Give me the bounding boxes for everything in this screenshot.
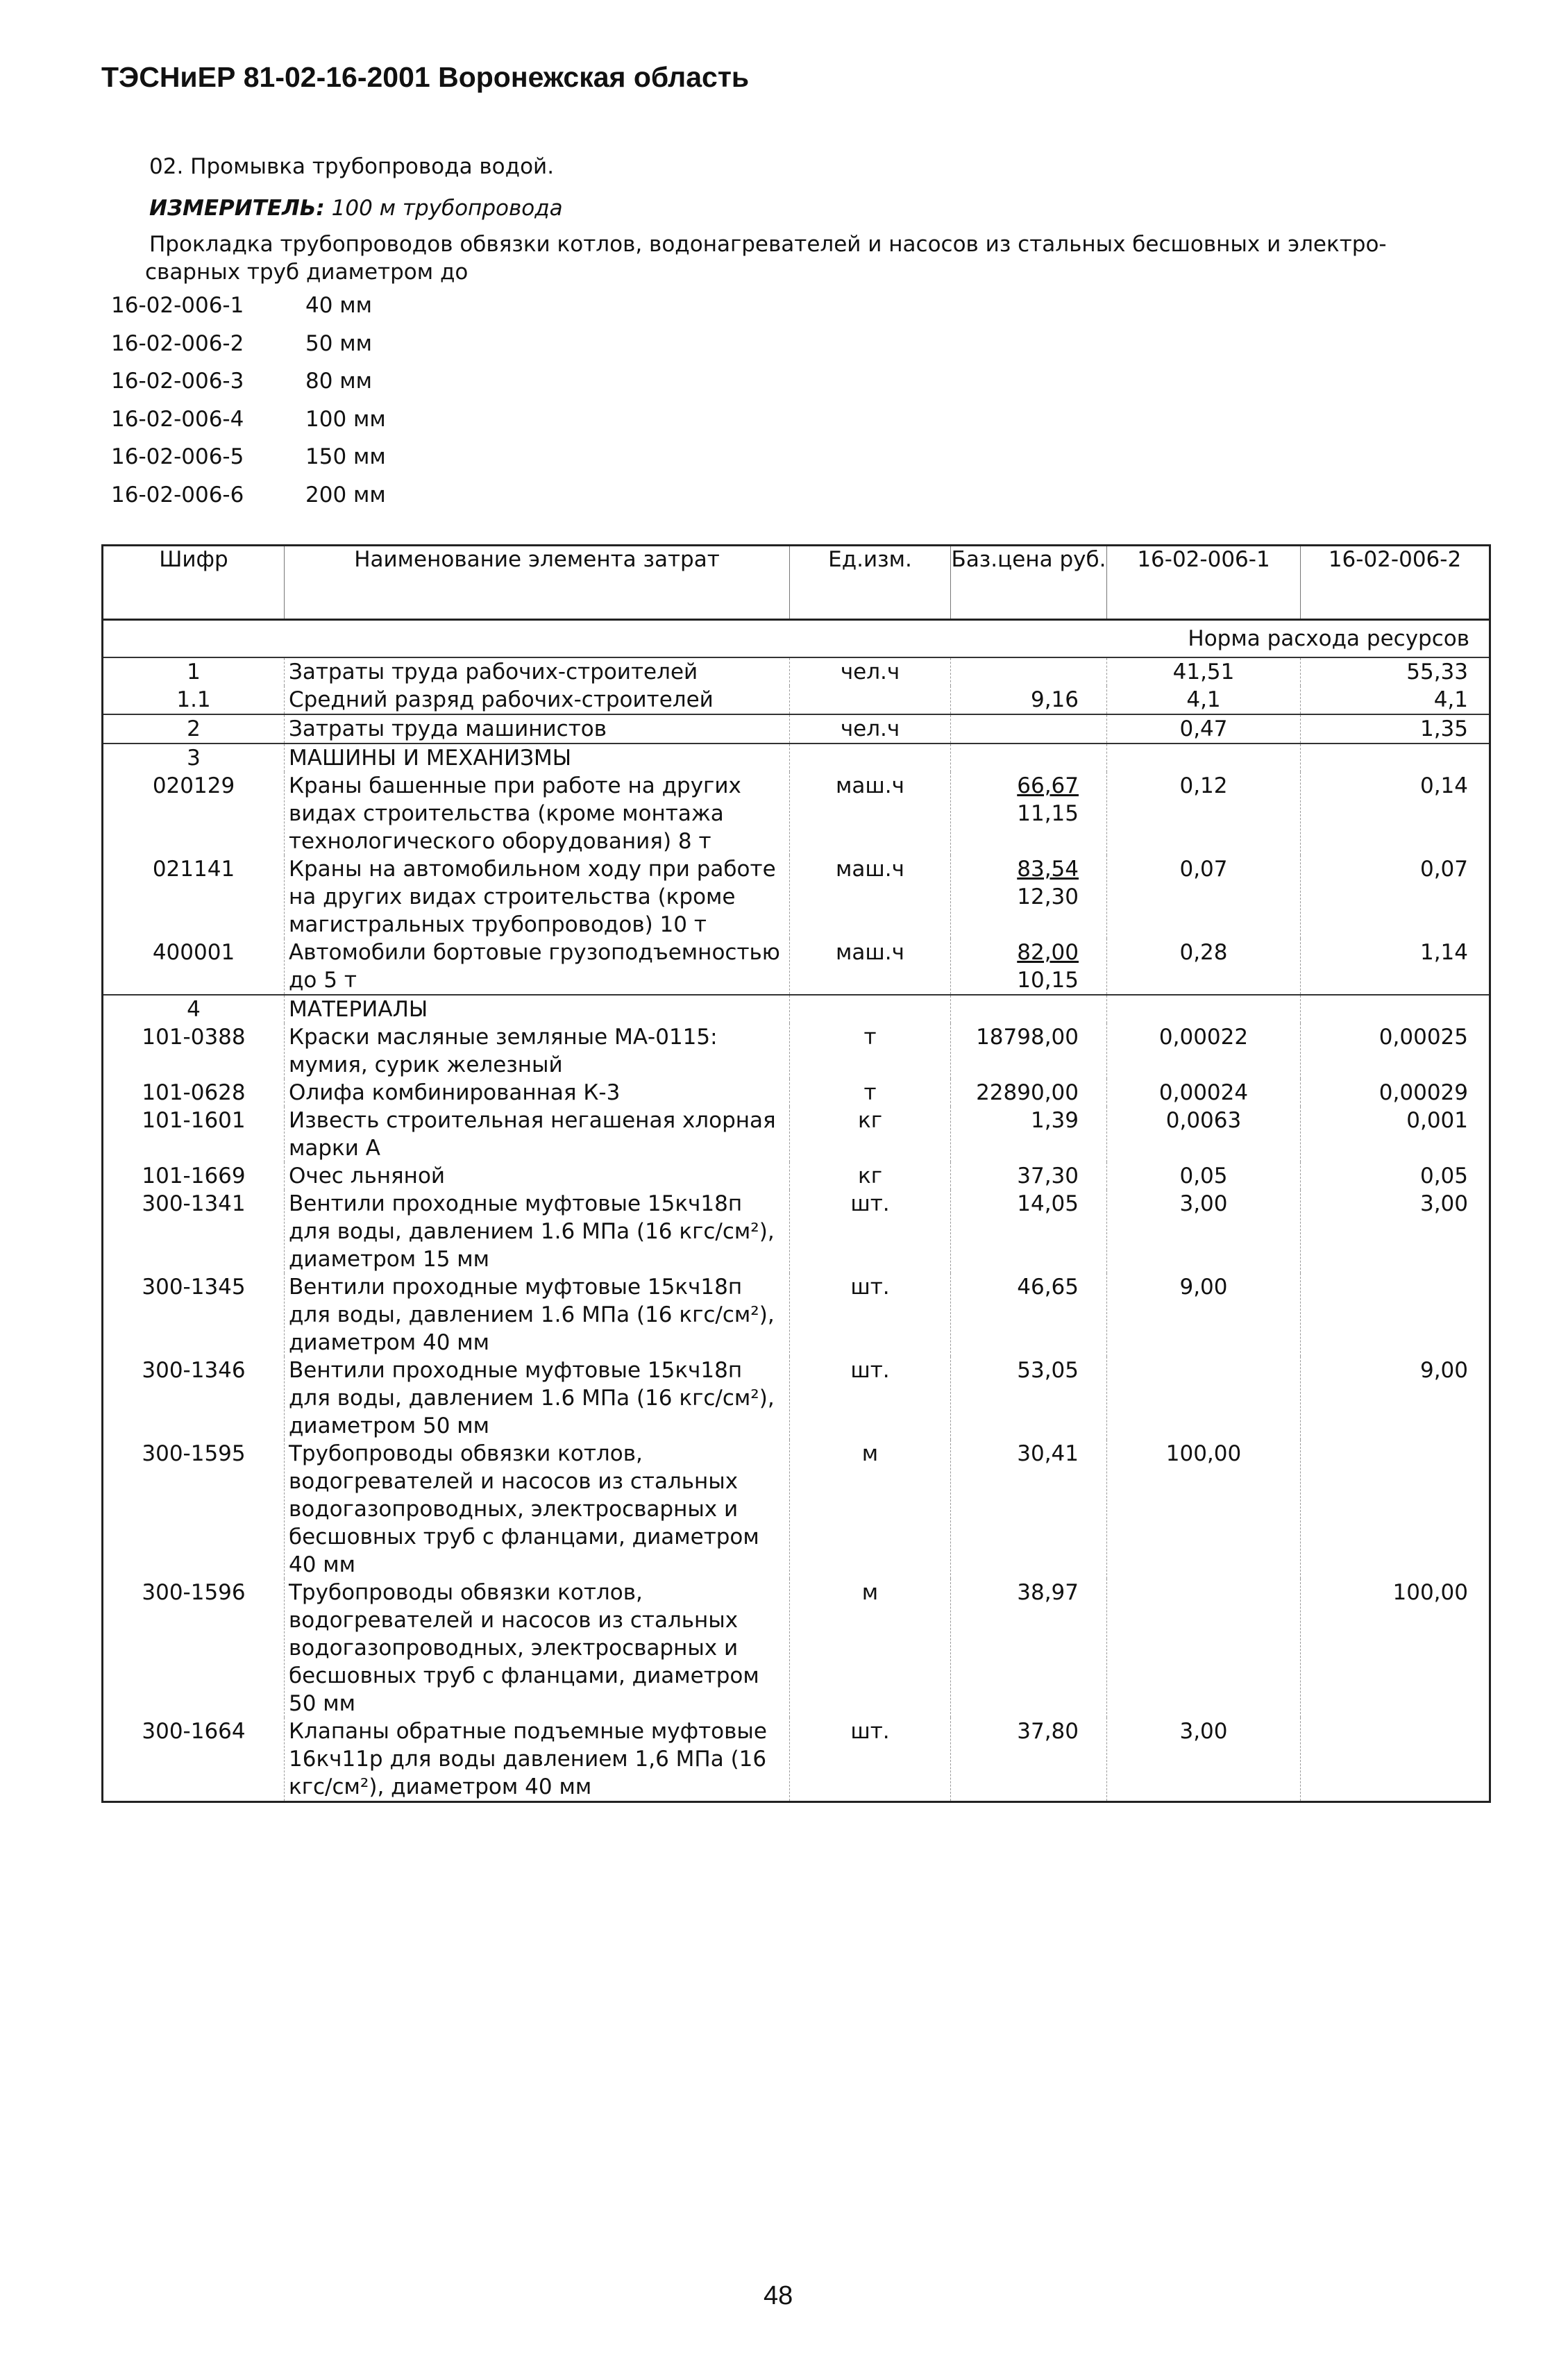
row-code: 300-1664 <box>103 1717 285 1802</box>
header-price: Баз.цена руб. <box>951 546 1107 620</box>
table-row <box>103 714 1490 744</box>
document-header: ТЭСНиЕР 81-02-16-2001 Воронежская область <box>101 61 750 93</box>
row-price-secondary: 12,30 <box>1017 884 1079 909</box>
code-list-size: 80 мм <box>305 369 373 394</box>
table-row <box>103 1079 1490 1107</box>
row-code: 300-1345 <box>103 1273 285 1357</box>
row-name: Трубопроводы обвязки котлов, водогревателей и насосов из стальных водогазопроводных, электросварных и бесшовных труб с фланцами, диаметром 40 мм <box>285 1440 790 1579</box>
row-value-1: 0,00024 <box>1107 1079 1301 1107</box>
row-value-2: 4,1 <box>1301 686 1490 714</box>
row-value-1 <box>1107 995 1301 1023</box>
row-name: Средний разряд рабочих-строителей <box>285 686 790 714</box>
row-value-1 <box>1107 1357 1301 1440</box>
code-list-code: 16-02-006-3 <box>111 369 244 394</box>
header-unit: Ед.изм. <box>790 546 951 620</box>
row-value-2: 0,14 <box>1301 772 1490 855</box>
row-unit <box>790 995 951 1023</box>
row-value-2 <box>1301 1273 1490 1357</box>
row-name: Краны на автомобильном ходу при работе на других видах строительства (кроме магистральных трубопроводов) 10 т <box>285 855 790 939</box>
row-value-1 <box>1107 744 1301 772</box>
row-price <box>951 657 1107 686</box>
section-code: 3 <box>103 744 285 772</box>
row-value-1: 3,00 <box>1107 1190 1301 1273</box>
code-list-code: 16-02-006-5 <box>111 444 244 469</box>
header-col-2: 16-02-006-2 <box>1301 546 1490 620</box>
table-row <box>103 1357 1490 1440</box>
header-name: Наименование элемента затрат <box>285 546 790 620</box>
section-title: МАТЕРИАЛЫ <box>285 995 790 1023</box>
row-price: 1,39 <box>951 1107 1107 1162</box>
code-list-code: 16-02-006-1 <box>111 293 244 318</box>
code-list-item <box>111 482 386 521</box>
row-unit: шт. <box>790 1357 951 1440</box>
row-unit: т <box>790 1079 951 1107</box>
row-name: Вентили проходные муфтовые 15кч18п для воды, давлением 1.6 МПа (16 кгс/см²), диаметром 40 мм <box>285 1273 790 1357</box>
code-list-item <box>111 369 386 407</box>
table-row <box>103 1107 1490 1162</box>
row-code: 2 <box>103 714 285 744</box>
code-list-item <box>111 407 386 445</box>
row-value-1: 0,07 <box>1107 855 1301 939</box>
code-list-size: 200 мм <box>305 482 386 507</box>
row-code: 101-1669 <box>103 1162 285 1190</box>
table-row <box>103 657 1490 686</box>
row-name: Краски масляные земляные МА-0115: мумия, сурик железный <box>285 1023 790 1079</box>
norm-label: Норма расхода ресурсов <box>103 620 1490 658</box>
row-price-secondary: 10,15 <box>1017 968 1079 993</box>
row-code: 1.1 <box>103 686 285 714</box>
row-price: 53,05 <box>951 1357 1107 1440</box>
row-value-2 <box>1301 995 1490 1023</box>
section-code: 4 <box>103 995 285 1023</box>
row-value-2 <box>1301 1440 1490 1579</box>
row-unit: кг <box>790 1162 951 1190</box>
header-code: Шифр <box>103 546 285 620</box>
page-number: 48 <box>764 2281 793 2310</box>
section-title: МАШИНЫ И МЕХАНИЗМЫ <box>285 744 790 772</box>
row-value-1: 0,12 <box>1107 772 1301 855</box>
row-value-2: 0,07 <box>1301 855 1490 939</box>
row-code: 1 <box>103 657 285 686</box>
description-line-1: Прокладка трубопроводов обвязки котлов, водонагревателей и насосов из стальных бесшовных и электро- <box>149 232 1387 257</box>
row-code: 101-0628 <box>103 1079 285 1107</box>
table-row <box>103 855 1490 939</box>
row-name: Краны башенные при работе на других видах строительства (кроме монтажа технологического оборудования) 8 т <box>285 772 790 855</box>
row-unit <box>790 744 951 772</box>
row-name: Олифа комбинированная К-3 <box>285 1079 790 1107</box>
row-value-1: 0,05 <box>1107 1162 1301 1190</box>
row-code: 400001 <box>103 939 285 995</box>
section-row <box>103 744 1490 772</box>
row-code: 300-1341 <box>103 1190 285 1273</box>
row-price: 9,16 <box>951 686 1107 714</box>
row-name: Вентили проходные муфтовые 15кч18п для воды, давлением 1.6 МПа (16 кгс/см²), диаметром 15 мм <box>285 1190 790 1273</box>
measure-value: 100 м трубопровода <box>331 196 563 221</box>
intro-step: 02. Промывка трубопровода водой. <box>149 154 555 179</box>
norm-label-row <box>103 620 1490 658</box>
row-code: 021141 <box>103 855 285 939</box>
row-unit: м <box>790 1579 951 1717</box>
row-value-1: 0,47 <box>1107 714 1301 744</box>
row-value-1: 41,51 <box>1107 657 1301 686</box>
header-col-1: 16-02-006-1 <box>1107 546 1301 620</box>
table-row <box>103 1190 1490 1273</box>
row-price: 22890,00 <box>951 1079 1107 1107</box>
row-price: 83,54 <box>1017 857 1079 882</box>
row-unit: шт. <box>790 1273 951 1357</box>
row-code: 101-1601 <box>103 1107 285 1162</box>
row-unit: маш.ч <box>790 772 951 855</box>
code-list-size: 100 мм <box>305 406 386 432</box>
row-code: 300-1595 <box>103 1440 285 1579</box>
row-name: Автомобили бортовые грузоподъемностью до 5 т <box>285 939 790 995</box>
code-list-size: 50 мм <box>305 330 373 356</box>
measure-label: ИЗМЕРИТЕЛЬ: <box>149 196 325 221</box>
row-price: 18798,00 <box>951 1023 1107 1079</box>
row-value-2: 100,00 <box>1301 1579 1490 1717</box>
row-unit: шт. <box>790 1717 951 1802</box>
row-price <box>951 714 1107 744</box>
table-row <box>103 772 1490 855</box>
row-price: 37,80 <box>951 1717 1107 1802</box>
row-price-secondary: 11,15 <box>1017 801 1079 826</box>
row-name: Затраты труда рабочих-строителей <box>285 657 790 686</box>
row-value-2: 0,00029 <box>1301 1079 1490 1107</box>
code-list-item <box>111 444 386 482</box>
table-row <box>103 686 1490 714</box>
row-value-2: 9,00 <box>1301 1357 1490 1440</box>
row-name: Клапаны обратные подъемные муфтовые 16кч11р для воды давлением 1,6 МПа (16 кгс/см²), диаметром 40 мм <box>285 1717 790 1802</box>
code-list <box>111 293 386 520</box>
row-value-2: 55,33 <box>1301 657 1490 686</box>
table-row <box>103 1023 1490 1079</box>
row-value-2 <box>1301 744 1490 772</box>
table-row <box>103 1162 1490 1190</box>
row-value-2: 0,001 <box>1301 1107 1490 1162</box>
row-code: 300-1596 <box>103 1579 285 1717</box>
row-value-2: 1,35 <box>1301 714 1490 744</box>
row-name: Трубопроводы обвязки котлов, водогревателей и насосов из стальных водогазопроводных, электросварных и бесшовных труб с фланцами, диаметром 50 мм <box>285 1579 790 1717</box>
row-price <box>951 995 1107 1023</box>
row-value-2: 0,00025 <box>1301 1023 1490 1079</box>
row-value-2: 0,05 <box>1301 1162 1490 1190</box>
table-row <box>103 1440 1490 1579</box>
table-row <box>103 939 1490 995</box>
row-code: 020129 <box>103 772 285 855</box>
row-price: 38,97 <box>951 1579 1107 1717</box>
row-unit: маш.ч <box>790 939 951 995</box>
measure-line <box>149 196 563 221</box>
row-value-1 <box>1107 1579 1301 1717</box>
row-name: Очес льняной <box>285 1162 790 1190</box>
row-price: 14,05 <box>951 1190 1107 1273</box>
code-list-code: 16-02-006-6 <box>111 482 244 507</box>
row-unit: т <box>790 1023 951 1079</box>
row-value-1: 0,00022 <box>1107 1023 1301 1079</box>
code-list-size: 40 мм <box>305 293 373 318</box>
description-line-2: сварных труб диаметром до <box>145 260 469 285</box>
row-value-1: 0,28 <box>1107 939 1301 995</box>
row-unit <box>790 686 951 714</box>
row-name: Затраты труда машинистов <box>285 714 790 744</box>
table-row <box>103 1273 1490 1357</box>
row-unit: чел.ч <box>790 657 951 686</box>
row-value-2: 1,14 <box>1301 939 1490 995</box>
row-price: 46,65 <box>951 1273 1107 1357</box>
row-value-2 <box>1301 1717 1490 1802</box>
row-price: 66,67 <box>1017 773 1079 798</box>
table-header-row <box>103 546 1490 620</box>
work-description <box>145 230 1475 286</box>
code-list-code: 16-02-006-4 <box>111 406 244 432</box>
resource-norms-table <box>101 544 1491 1803</box>
row-value-2: 3,00 <box>1301 1190 1490 1273</box>
row-unit: чел.ч <box>790 714 951 744</box>
row-price-cell <box>951 855 1107 939</box>
row-price-cell <box>951 939 1107 995</box>
code-list-code: 16-02-006-2 <box>111 330 244 356</box>
table-row <box>103 1717 1490 1802</box>
row-price-cell <box>951 772 1107 855</box>
row-price: 37,30 <box>951 1162 1107 1190</box>
row-name: Вентили проходные муфтовые 15кч18п для воды, давлением 1.6 МПа (16 кгс/см²), диаметром 50 мм <box>285 1357 790 1440</box>
table-row <box>103 1579 1490 1717</box>
code-list-size: 150 мм <box>305 444 386 469</box>
row-price: 82,00 <box>1017 940 1079 965</box>
row-unit: маш.ч <box>790 855 951 939</box>
row-value-1: 9,00 <box>1107 1273 1301 1357</box>
code-list-item <box>111 331 386 369</box>
row-value-1: 0,0063 <box>1107 1107 1301 1162</box>
row-unit: м <box>790 1440 951 1579</box>
section-row <box>103 995 1490 1023</box>
row-code: 300-1346 <box>103 1357 285 1440</box>
row-price: 30,41 <box>951 1440 1107 1579</box>
row-value-1: 100,00 <box>1107 1440 1301 1579</box>
row-value-1: 3,00 <box>1107 1717 1301 1802</box>
row-code: 101-0388 <box>103 1023 285 1079</box>
row-unit: кг <box>790 1107 951 1162</box>
code-list-item <box>111 293 386 331</box>
row-name: Известь строительная негашеная хлорная марки А <box>285 1107 790 1162</box>
row-value-1: 4,1 <box>1107 686 1301 714</box>
row-price <box>951 744 1107 772</box>
row-unit: шт. <box>790 1190 951 1273</box>
